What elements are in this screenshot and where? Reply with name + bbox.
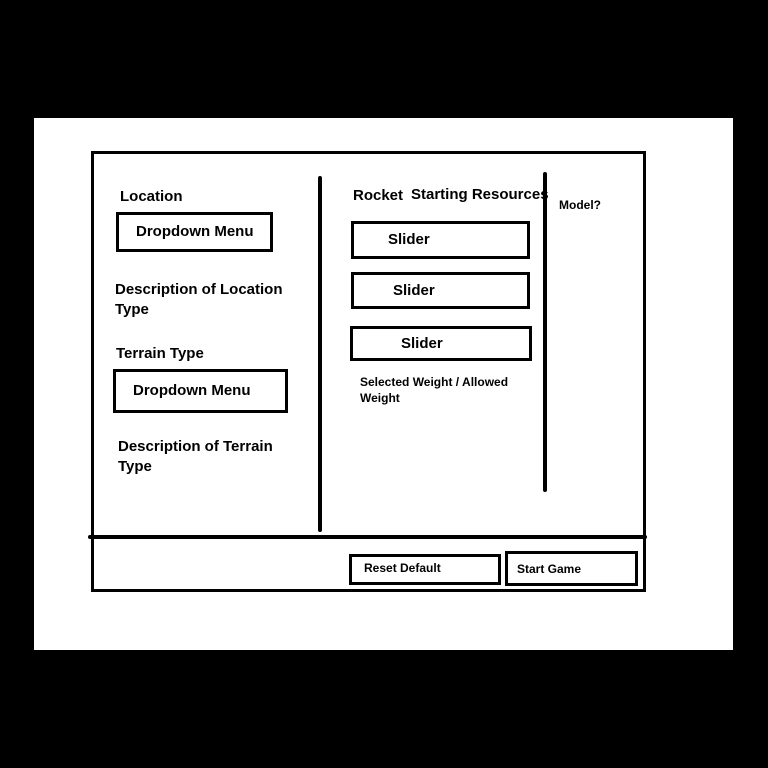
terrain-description: Description of Terrain Type: [118, 438, 273, 475]
rocket-label: Rocket: [353, 187, 404, 204]
reset-default-label: Reset Default: [364, 561, 441, 575]
terrain-dropdown[interactable]: [113, 369, 288, 413]
model-label: Model?: [559, 198, 601, 212]
slider-label: Slider: [393, 281, 435, 299]
slider-label: Slider: [401, 334, 443, 352]
resource-slider-3[interactable]: [350, 326, 532, 361]
terrain-dropdown-label: Dropdown Menu: [133, 382, 251, 399]
slider-label: Slider: [388, 231, 430, 248]
resource-slider-1[interactable]: [351, 221, 530, 259]
resource-slider-2[interactable]: [351, 272, 530, 309]
start-game-button[interactable]: [505, 551, 638, 586]
left-column-divider: [318, 176, 322, 532]
weight-summary: Selected Weight / Allowed Weight: [360, 375, 509, 405]
start-game-label: Start Game: [517, 561, 582, 576]
right-column-divider: [543, 172, 547, 492]
terrain-type-heading: Terrain Type: [116, 345, 204, 362]
footer-divider: [88, 535, 647, 539]
reset-default-button[interactable]: [349, 554, 501, 585]
location-heading: Location: [120, 188, 183, 205]
location-dropdown[interactable]: [116, 212, 273, 252]
starting-resources-heading: Starting Resources: [411, 186, 549, 203]
location-description: Description of Location Type: [115, 281, 283, 318]
location-dropdown-label: Dropdown Menu: [136, 223, 254, 240]
